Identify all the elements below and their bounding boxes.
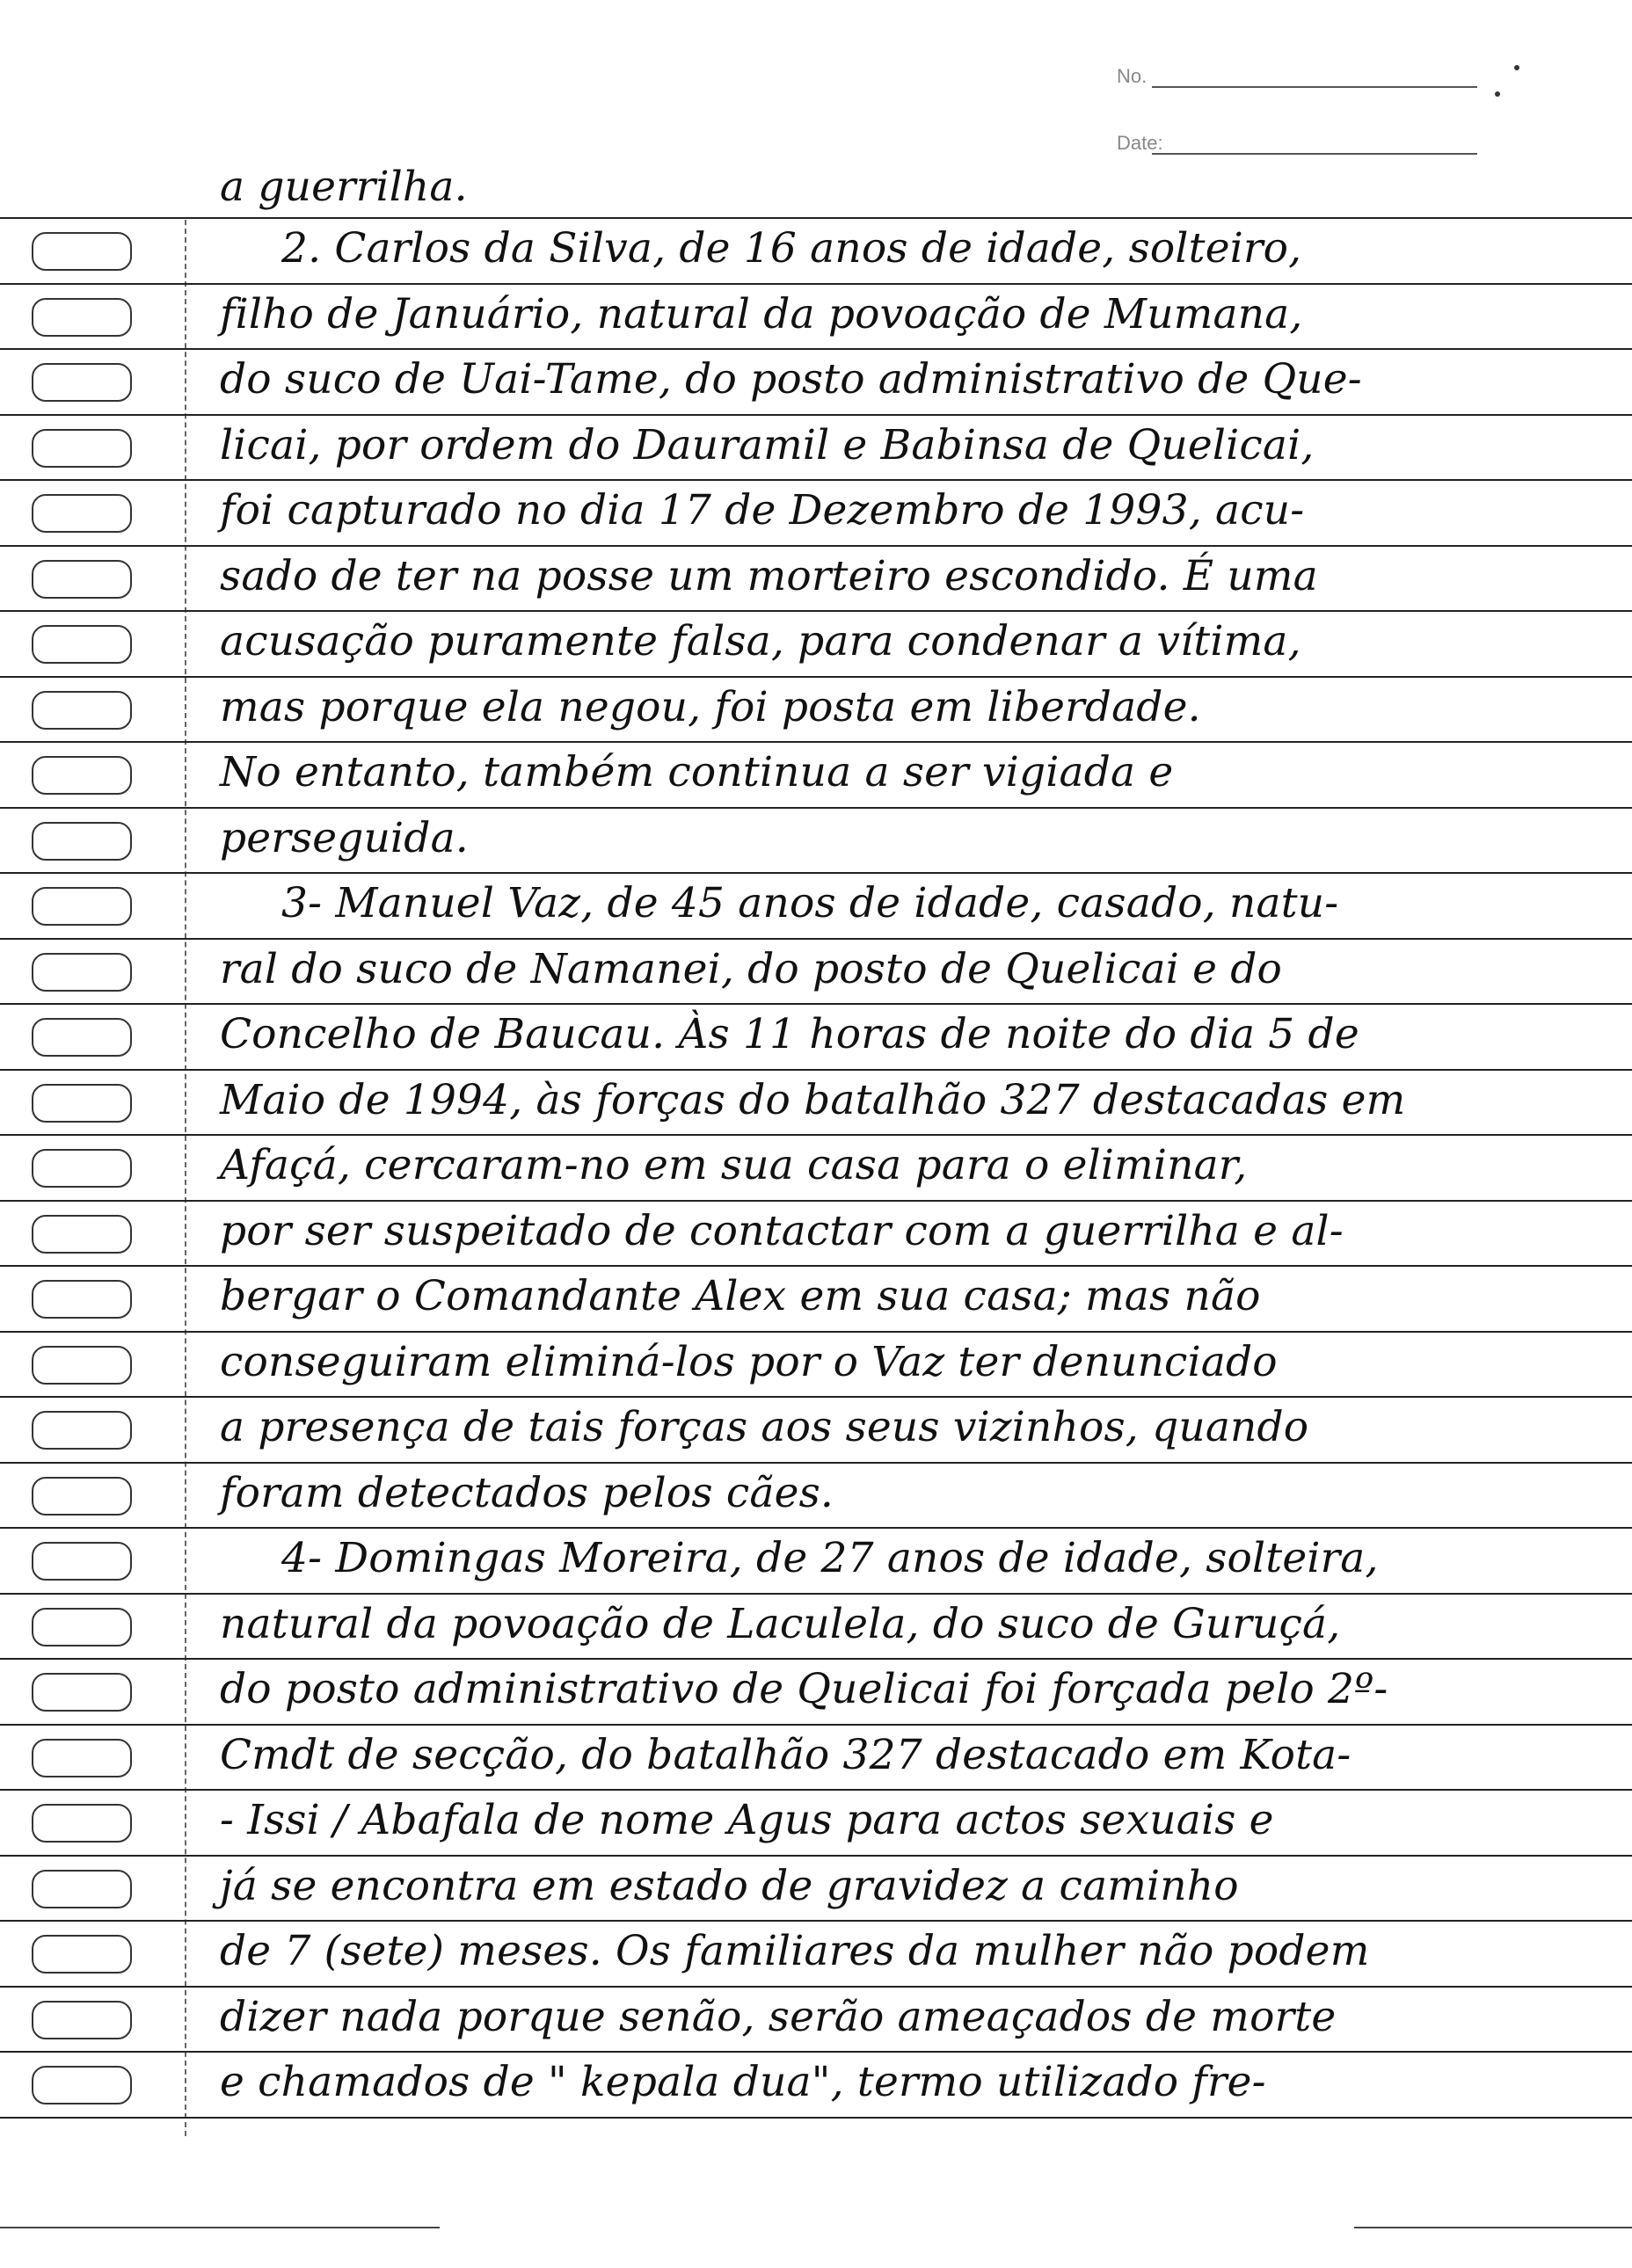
binder-hole [32, 1215, 132, 1254]
ruled-line [0, 1396, 1632, 1398]
text-line: já se encontra em estado de gravidez a caminho [220, 1862, 1239, 1910]
footer-rule [1354, 2227, 1632, 2228]
text-line: 2. Carlos da Silva, de 16 anos de idade, solteiro, [281, 224, 1302, 273]
text-line: Concelho de Baucau. Às 11 horas de noite do dia 5 de [220, 1010, 1359, 1058]
ruled-line [0, 1003, 1632, 1005]
binder-hole [32, 1346, 132, 1385]
ruled-line [0, 217, 1632, 219]
ruled-line [0, 1527, 1632, 1529]
ruled-line [0, 479, 1632, 481]
text-line: Cmdt de secção, do batalhão 327 destacado em Kota- [220, 1731, 1352, 1779]
text-line: perseguida. [220, 814, 469, 862]
number-label: No. [1117, 65, 1148, 87]
text-line: Maio de 1994, às forças do batalhão 327 destacadas em [220, 1076, 1406, 1124]
binder-hole [32, 494, 132, 533]
text-line: dizer nada porque senão, serão ameaçados de morte [220, 1993, 1337, 2041]
binder-hole [32, 1870, 132, 1908]
text-line: foi capturado no dia 17 de Dezembro de 1993, acu- [220, 486, 1305, 534]
ruled-line [0, 545, 1632, 547]
binder-hole [32, 298, 132, 337]
ruled-line [0, 1462, 1632, 1464]
text-line: 4- Domingas Moreira, de 27 anos de idade, solteira, [281, 1534, 1379, 1582]
ink-speck [1514, 65, 1519, 70]
text-line: No entanto, também continua a ser vigiada e [220, 748, 1174, 796]
binder-hole [32, 822, 132, 861]
binder-hole [32, 560, 132, 599]
ruled-line [0, 283, 1632, 285]
ruled-line [0, 676, 1632, 678]
text-line: do posto administrativo de Quelicai foi forçada pelo 2º- [220, 1665, 1388, 1713]
text-line: - Issi / Abafala de nome Agus para actos sexuais e [220, 1796, 1274, 1844]
ruled-line [0, 348, 1632, 350]
text-line: de 7 (sete) meses. Os familiares da mulher não podem [220, 1927, 1370, 1975]
binder-hole [32, 1018, 132, 1057]
binder-hole [32, 1673, 132, 1712]
date-label: Date: [1117, 132, 1163, 154]
binder-hole [32, 2001, 132, 2039]
ruled-line [0, 1658, 1632, 1660]
binder-hole [32, 1935, 132, 1974]
date-underline [1152, 153, 1477, 155]
text-line: foram detectados pelos cães. [220, 1469, 834, 1517]
binder-hole [32, 1804, 132, 1843]
binder-hole [32, 1149, 132, 1188]
binder-hole [32, 1411, 132, 1450]
ruled-line [0, 1265, 1632, 1267]
ruled-line [0, 741, 1632, 743]
ruled-line [0, 1920, 1632, 1922]
binder-hole [32, 953, 132, 992]
text-line: sado de ter na posse um morteiro escondido. É uma [220, 552, 1318, 600]
text-line: filho de Januário, natural da povoação de Mumana, [220, 290, 1303, 338]
binder-hole [32, 232, 132, 271]
binder-hole [32, 363, 132, 402]
ruled-line [0, 1331, 1632, 1333]
ruled-line [0, 2051, 1632, 2053]
binder-hole [32, 1280, 132, 1319]
ruled-line [0, 872, 1632, 874]
text-line: acusação puramente falsa, para condenar a vítima, [220, 617, 1301, 665]
ruled-line [0, 610, 1632, 612]
text-line: conseguiram eliminá-los por o Vaz ter denunciado [220, 1338, 1278, 1386]
text-line: mas porque ela negou, foi posta em liberdade. [220, 683, 1201, 731]
ruled-line [0, 1200, 1632, 1202]
binder-hole [32, 1608, 132, 1646]
text-line: ral do suco de Namanei, do posto de Quelicai e do [220, 945, 1283, 993]
ruled-line [0, 2117, 1632, 2119]
binder-hole [32, 887, 132, 926]
margin-rule [185, 220, 186, 2136]
text-line: bergar o Comandante Alex em sua casa; mas não [220, 1272, 1261, 1320]
footer-rule [0, 2227, 440, 2228]
binder-hole [32, 1477, 132, 1516]
text-line: a guerrilha. [220, 163, 468, 211]
binder-hole [32, 1542, 132, 1581]
binder-hole [32, 1739, 132, 1777]
text-line: Afaçá, cercaram-no em sua casa para o eliminar, [220, 1141, 1248, 1189]
ruled-line [0, 414, 1632, 416]
binder-hole [32, 625, 132, 664]
binder-hole [32, 756, 132, 795]
ruled-line [0, 1724, 1632, 1726]
ruled-line [0, 807, 1632, 809]
text-line: por ser suspeitado de contactar com a guerrilha e al- [220, 1207, 1344, 1255]
binder-hole [32, 429, 132, 468]
ruled-line [0, 1069, 1632, 1071]
ruled-line [0, 1134, 1632, 1136]
date-field [1117, 132, 1163, 155]
number-field [1117, 65, 1147, 88]
text-line: do suco de Uai-Tame, do posto administrativo de Que- [220, 355, 1362, 403]
binder-hole [32, 2066, 132, 2104]
ink-speck [1495, 91, 1500, 97]
text-line: 3- Manuel Vaz, de 45 anos de idade, casado, natu- [281, 879, 1339, 927]
ruled-line [0, 1789, 1632, 1791]
ruled-line [0, 1986, 1632, 1988]
number-underline [1152, 86, 1477, 88]
ruled-line [0, 1593, 1632, 1595]
text-line: natural da povoação de Laculela, do suco de Guruçá, [220, 1600, 1341, 1648]
ruled-line [0, 938, 1632, 940]
binder-hole [32, 691, 132, 730]
ruled-line [0, 1855, 1632, 1857]
text-line: licai, por ordem do Dauramil e Babinsa de Quelicai, [220, 421, 1315, 469]
binder-hole [32, 1084, 132, 1123]
text-line: a presença de tais forças aos seus vizinhos, quando [220, 1403, 1309, 1451]
text-line: e chamados de " kepala dua", termo utilizado fre- [220, 2058, 1266, 2106]
